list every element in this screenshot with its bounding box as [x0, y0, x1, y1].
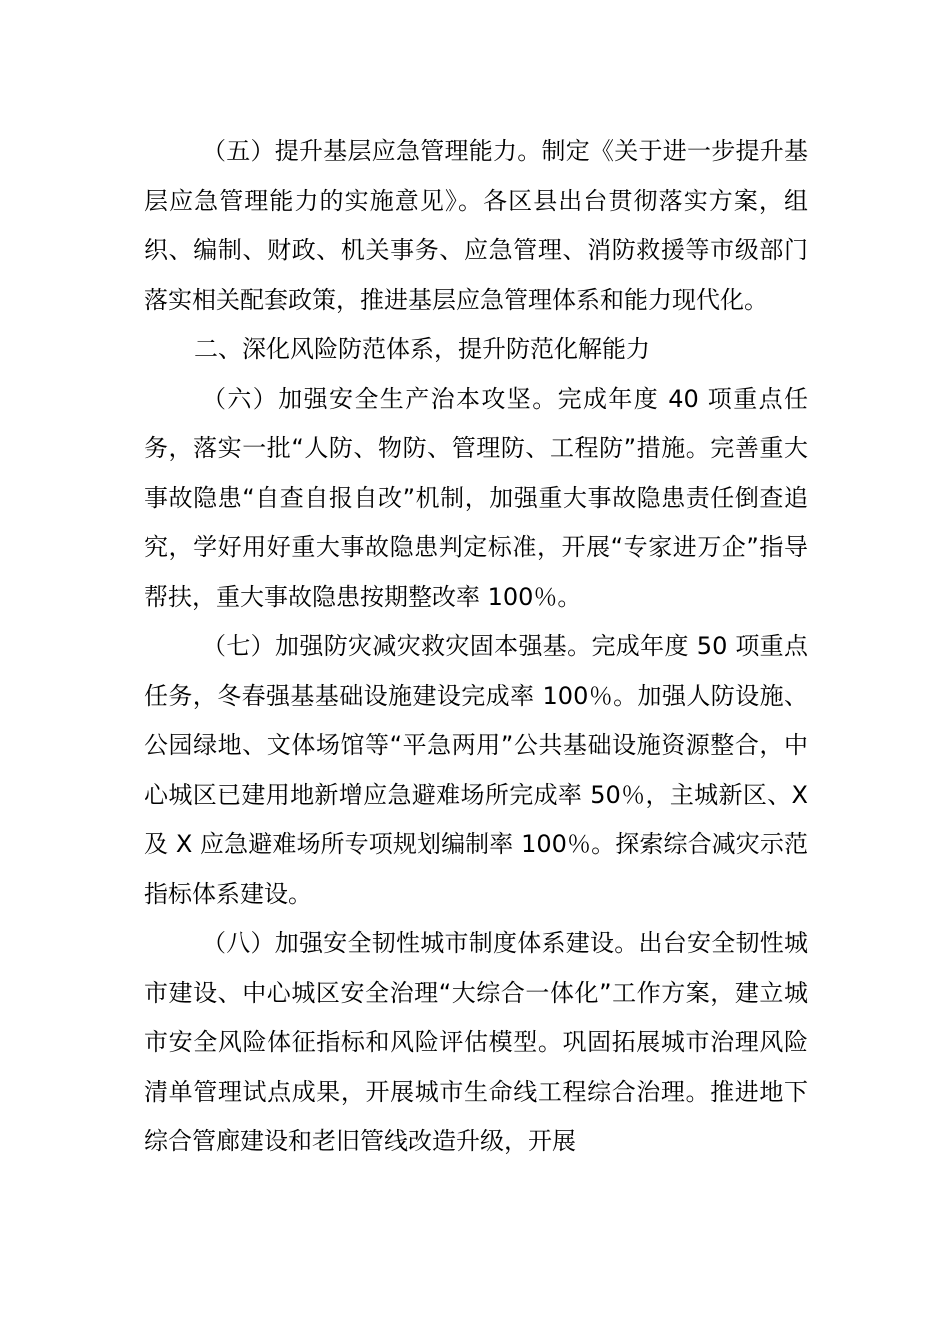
paragraph-8: （八）加强安全韧性城市制度体系建设。出台安全韧性城市建设、中心城区安全治理“大综合一体化”工作方案，建立城市安全风险体征指标和风险评估模型。巩固拓展城市治理风险清单管理试点成果，开展城市生命线工程综合治理。推进地下综合管廊建设和老旧管线改造升级，开展: [144, 929, 808, 1155]
section-heading-2: 二、深化风险防范体系，提升防范化解能力: [194, 335, 650, 363]
paragraph-6: （六）加强安全生产治本攻坚。完成年度 40 项重点任务，落实一批“人防、物防、管理防、工程防”措施。完善重大事故隐患“自查自报自改”机制，加强重大事故隐患责任倒查追究，学好用好重大事故隐患判定标准，开展“专家进万企”指导帮扶，重大事故隐患按期整改率 100％。: [144, 384, 808, 611]
paragraph-7: （七）加强防灾减灾救灾固本强基。完成年度 50 项重点任务，冬春强基基础设施建设完成率 100％。加强人防设施、公园绿地、文体场馆等“平急两用”公共基础设施资源整合，中心城区已建用地新增应急避难场所完成率 50％，主城新区、X 及 X 应急避难场所专项规划编制率 100％。探索综合减灾示范指标体系建设。: [144, 632, 808, 908]
document-body: [144, 127, 808, 1167]
paragraph-5: （五）提升基层应急管理能力。制定《关于进一步提升基层应急管理能力的实施意见》。各区县出台贯彻落实方案，组织、编制、财政、机关事务、应急管理、消防救援等市级部门落实相关配套政策，推进基层应急管理体系和能力现代化。: [144, 137, 808, 314]
